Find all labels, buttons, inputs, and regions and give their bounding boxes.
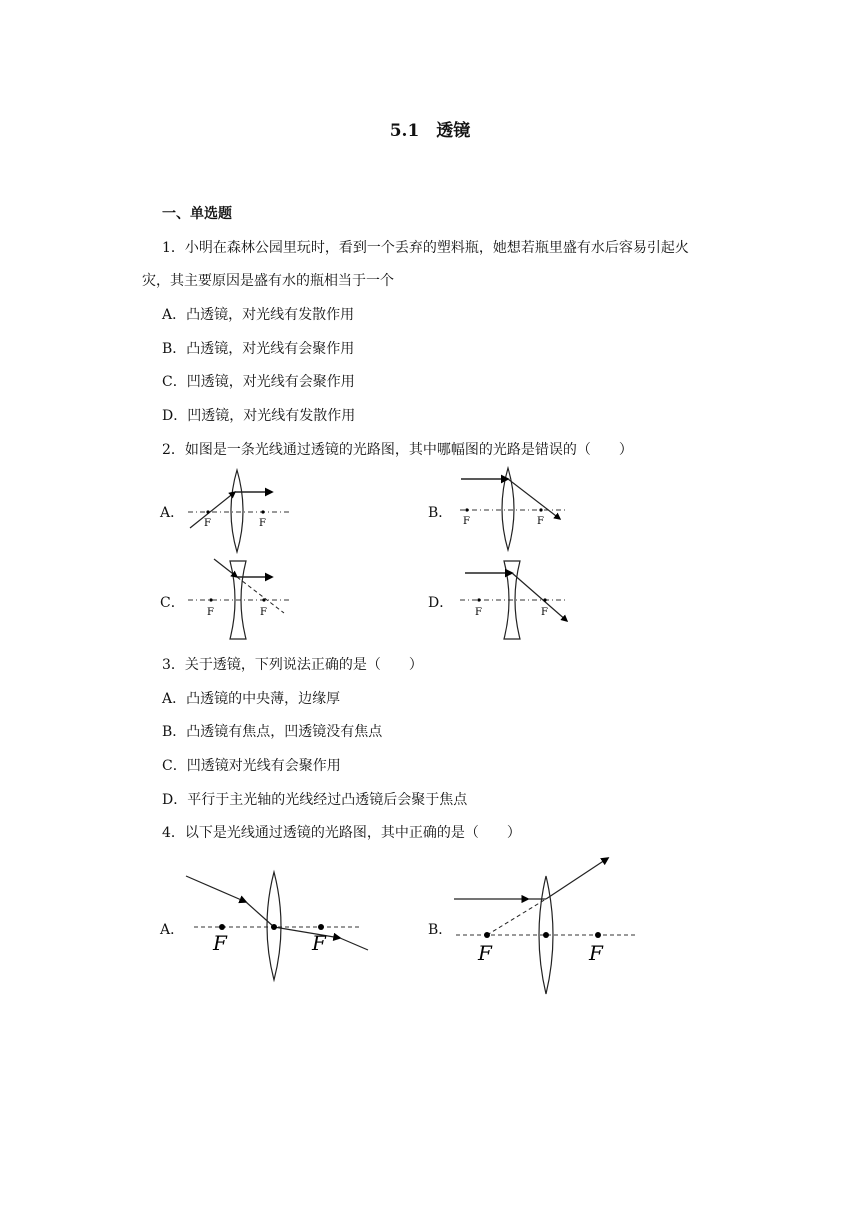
question-4-stem: 4．以下是光线通过透镜的光路图，其中正确的是（ ） (162, 825, 521, 841)
section-heading: 一、单选题 (162, 206, 232, 222)
question-4-label-b: B． (428, 922, 453, 938)
focus-label: F (463, 516, 470, 527)
focus-label: F (475, 607, 482, 618)
focus-label: F (537, 516, 544, 527)
question-2-label-d: D． (428, 595, 454, 611)
q2-diagram-a (180, 462, 295, 560)
question-3-option-d: D．平行于主光轴的光线经过凸透镜后会聚于焦点 (162, 792, 468, 808)
question-1-stem-continued: 灾，其主要原因是盛有水的瓶相当于一个 (142, 273, 394, 289)
q2-diagram-b (455, 462, 570, 560)
question-2-label-b: B． (428, 505, 453, 521)
question-3-option-c: C．凹透镜对光线有会聚作用 (162, 758, 341, 774)
focus-label: F (478, 941, 492, 965)
question-2-stem: 2．如图是一条光线通过透镜的光路图，其中哪幅图的光路是错误的（ ） (162, 442, 633, 458)
focus-label: F (259, 518, 266, 529)
question-2-label-a: A． (160, 505, 185, 521)
question-1-option-b: B．凸透镜，对光线有会聚作用 (162, 341, 355, 357)
question-1-stem: 1．小明在森林公园里玩时，看到一个丢弃的塑料瓶，她想若瓶里盛有水后容易引起火 (162, 240, 689, 256)
q4-diagram-b (450, 852, 645, 1000)
focus-label: F (207, 607, 214, 618)
q2-diagram-c (180, 553, 295, 645)
focus-label: F (589, 941, 603, 965)
question-1-option-c: C．凹透镜，对光线有会聚作用 (162, 374, 355, 390)
question-1-option-d: D．凹透镜，对光线有发散作用 (162, 408, 356, 424)
focus-label: F (541, 607, 548, 618)
focus-label: F (204, 518, 211, 529)
focus-label: F (260, 607, 267, 618)
q4-diagram-a (180, 866, 380, 986)
question-2-label-c: C． (160, 595, 185, 611)
focus-label: F (213, 931, 227, 955)
question-3-option-a: A．凸透镜的中央薄，边缘厚 (162, 691, 341, 707)
page-title: 5.1 透镜 (389, 121, 471, 141)
q2-diagram-d (455, 553, 570, 645)
focus-label: F (312, 931, 326, 955)
question-4-label-a: A． (160, 922, 185, 938)
question-3-option-b: B．凸透镜有焦点，凹透镜没有焦点 (162, 724, 383, 740)
question-1-option-a: A．凸透镜，对光线有发散作用 (162, 307, 355, 323)
question-3-stem: 3．关于透镜，下列说法正确的是（ ） (162, 657, 423, 673)
